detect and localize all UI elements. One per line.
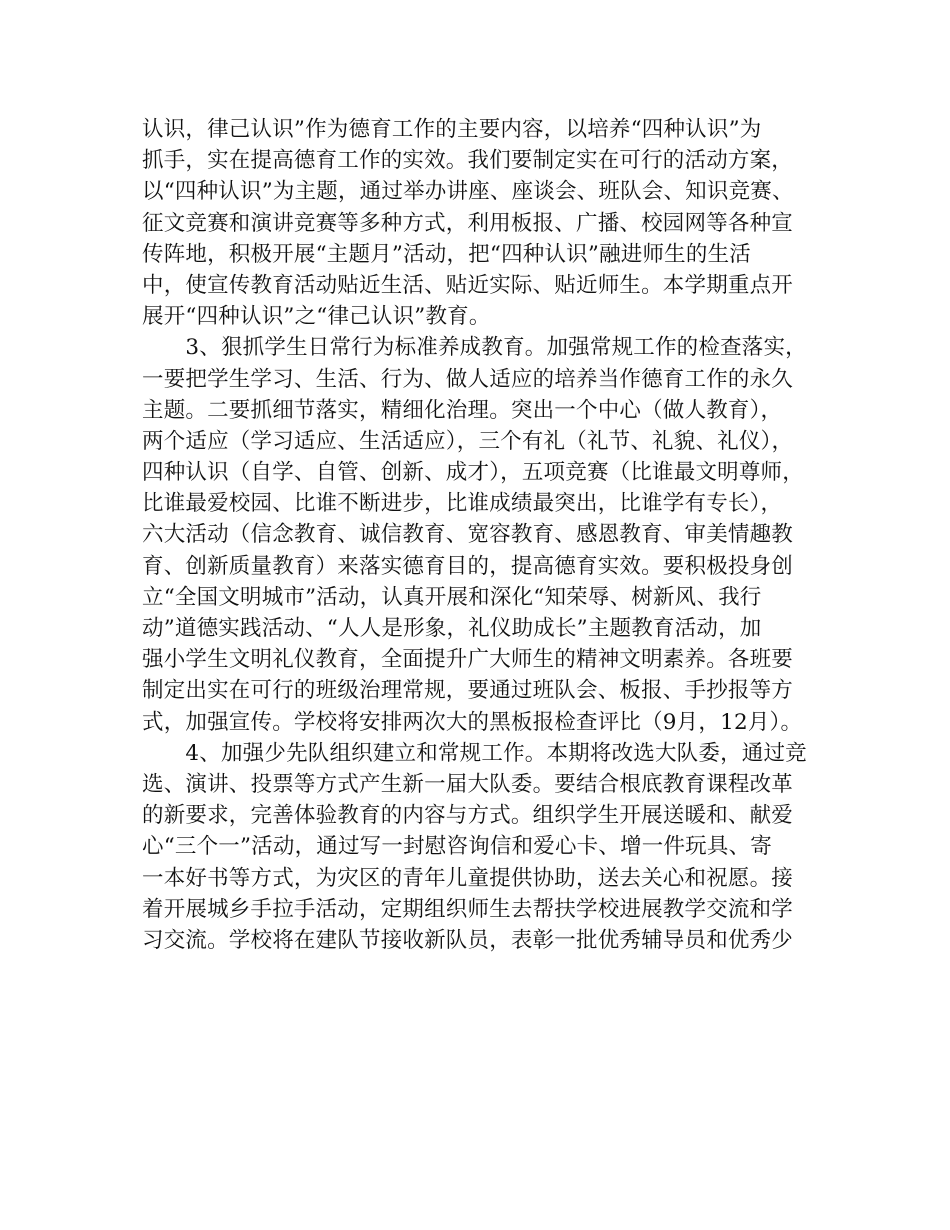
text-line: 制定出实在可行的班级治理常规，要通过班队会、板报、手抄报等方 (142, 678, 794, 704)
text-line: 抓手，实在提高德育工作的实效。我们要制定实在可行的活动方案， (142, 148, 794, 174)
text-line: 3、狠抓学生日常行为标准养成教育。加强常规工作的检查落实， (142, 335, 807, 361)
text-line: 认识，律己认识”作为德育工作的主要内容，以培养“四种认识”为 (142, 117, 762, 142)
text-line: 四种认识（自学、自管、创新、成才），五项竞赛（比谁最文明尊师， (142, 460, 804, 486)
text-line: 立“全国文明城市”活动，认真开展和深化“知荣辱、树新风、我行 (142, 584, 762, 610)
text-line: 展开“四种认识”之“律己认识”教育。 (142, 304, 491, 330)
text-line: 式，加强宣传。学校将安排两次大的黑板报检查评比（9月，12月）。 (142, 709, 803, 735)
text-line: 心“三个一”活动，通过写一封慰咨询信和爱心卡、增一件玩具、寄 (142, 834, 772, 860)
text-line: 中，使宣传教育活动贴近生活、贴近实际、贴近师生。本学期重点开 (142, 272, 794, 298)
text-line: 习交流。学校将在建队节接收新队员，表彰一批优秀辅导员和优秀少 (142, 927, 794, 953)
text-line: 的新要求，完善体验教育的内容与方式。组织学生开展送暖和、献爱 (142, 803, 794, 829)
text-line: 主题。二要抓细节落实，精细化治理。突出一个中心（做人教育）， (142, 397, 783, 423)
text-line: 一本好书等方式，为灾区的青年儿童提供协助，送去关心和祝愿。接 (142, 865, 794, 891)
body-text (142, 114, 832, 956)
text-line: 比谁最爱校园、比谁不断进步，比谁成绩最突出，比谁学有专长）， (142, 491, 783, 517)
text-line: 一要把学生学习、生活、行为、做人适应的培养当作德育工作的永久 (142, 366, 794, 392)
text-line: 强小学生文明礼仪教育，全面提升广大师生的精神文明素养。各班要 (142, 647, 794, 673)
text-line: 传阵地，积极开展“主题月”活动，把“四种认识”融进师生的生活 (142, 241, 751, 267)
text-line: 育、创新质量教育）来落实德育目的，提高德育实效。要积极投身创 (142, 553, 794, 579)
text-line: 以“四种认识”为主题，通过举办讲座、座谈会、班队会、知识竞赛、 (142, 179, 794, 205)
text-line: 4、加强少先队组织建立和常规工作。本期将改选大队委，通过竞 (142, 740, 807, 766)
text-line: 着开展城乡手拉手活动，定期组织师生去帮扶学校进展教学交流和学 (142, 896, 794, 922)
text-line: 选、演讲、投票等方式产生新一届大队委。要结合根底教育课程改革 (142, 771, 794, 797)
text-line: 两个适应（学习适应、生活适应），三个有礼（礼节、礼貌、礼仪）， (142, 428, 794, 454)
text-line: 征文竞赛和演讲竞赛等多种方式，利用板报、广播、校园网等各种宣 (142, 210, 794, 236)
text-line: 动”道德实践活动、“人人是形象，礼仪助成长”主题教育活动，加 (142, 616, 762, 641)
text-line: 六大活动（信念教育、诚信教育、宽容教育、感恩教育、审美情趣教 (142, 522, 794, 548)
